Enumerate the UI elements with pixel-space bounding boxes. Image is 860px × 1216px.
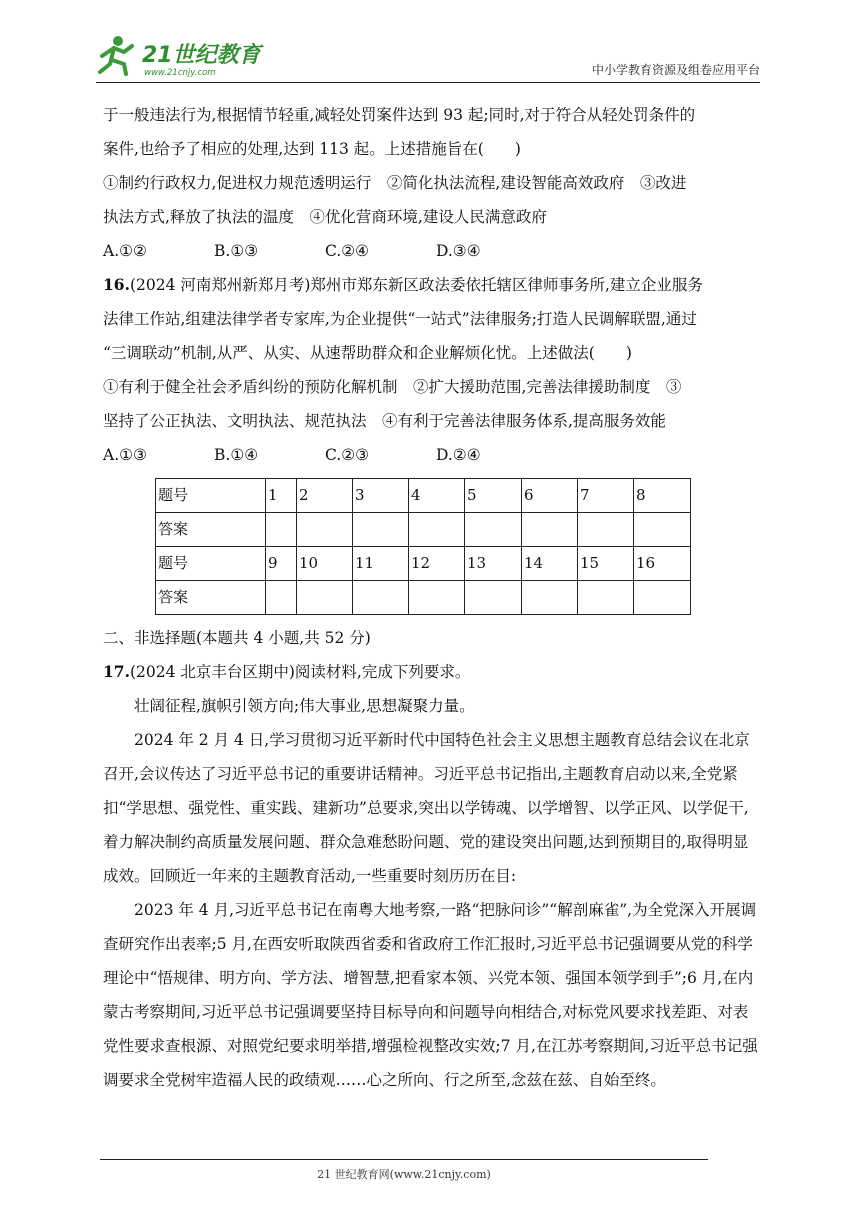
question-number: 16 xyxy=(634,547,691,581)
row-label: 题号 xyxy=(156,479,266,513)
option-b: B.①④ xyxy=(214,446,259,464)
table-row xyxy=(156,513,691,547)
answer-cell[interactable] xyxy=(353,581,409,615)
answer-label: 答案 xyxy=(156,581,266,615)
question-number: 6 xyxy=(522,479,578,513)
answer-cell[interactable] xyxy=(465,581,522,615)
page-header xyxy=(96,30,760,83)
question-number: 1 xyxy=(266,479,297,513)
21cnjy-logo xyxy=(96,34,286,78)
svg-text:21世纪教育: 21世纪教育 xyxy=(142,43,261,68)
q17-number: 17. xyxy=(103,662,130,681)
question-number: 13 xyxy=(465,547,522,581)
option-c: C.②③ xyxy=(325,446,370,464)
table-row xyxy=(156,547,691,581)
answer-cell[interactable] xyxy=(522,581,578,615)
question-number: 14 xyxy=(522,547,578,581)
option-d: D.②④ xyxy=(436,446,481,464)
platform-name: 中小学教育资源及组卷应用平台 xyxy=(591,63,760,77)
q16-options xyxy=(103,438,761,472)
question-number: 12 xyxy=(409,547,465,581)
answer-cell[interactable] xyxy=(297,513,353,547)
q17-paragraph: 2024 年 2 月 4 日,学习贯彻习近平新时代中国特色社会主义思想主题教育总结会议在北京召开,会议传达了习近平总书记的重要讲话精神。习近平总书记指出,主题教育启动以来,全党紧扣“学思想、强党性、重实践、建新功”总要求,突出以学铸魂、以学增智、以学正风、以学促干,着力解决制约高质量发展问题、群众急难愁盼问题、党的建设突出问题,达到预期目的,取得明显成效。回顾近一年来的主题教育活动,一些重要时刻历历在目: xyxy=(103,731,750,885)
question-number: 9 xyxy=(266,547,297,581)
question-number: 10 xyxy=(297,547,353,581)
answer-cell[interactable] xyxy=(634,513,691,547)
q16-line: “三调联动”机制,从严、从实、从速帮助群众和企业解烦化忧。上述做法( ) xyxy=(103,344,632,362)
q16-stem: 16.(2024 河南郑州新郑月考)郑州市郑东新区政法委依托辖区律师事务所,建立企业服务 xyxy=(103,275,703,294)
answer-cell[interactable] xyxy=(297,581,353,615)
answer-cell[interactable] xyxy=(353,513,409,547)
q16-statement: ①有利于健全社会矛盾纠纷的预防化解机制 ②扩大援助范围,完善法律援助制度 ③ xyxy=(103,378,682,396)
q15-options xyxy=(103,234,761,268)
q17-motto: 壮阔征程,旗帜引领方向;伟大事业,思想凝聚力量。 xyxy=(134,697,475,715)
question-number: 3 xyxy=(353,479,409,513)
q16-statement: 坚持了公正执法、文明执法、规范执法 ④有利于完善法律服务体系,提高服务效能 xyxy=(103,412,666,430)
page-content xyxy=(103,98,761,1097)
q15-statement: ①制约行政权力,促进权力规范透明运行 ②简化执法流程,建设智能高效政府 ③改进 xyxy=(103,174,687,192)
option-b: B.①③ xyxy=(214,242,259,260)
question-number: 15 xyxy=(578,547,634,581)
option-a: A.①② xyxy=(103,242,147,260)
question-number: 8 xyxy=(634,479,691,513)
q15-statement: 执法方式,释放了执法的温度 ④优化营商环境,建设人民满意政府 xyxy=(103,208,547,226)
answer-cell[interactable] xyxy=(522,513,578,547)
question-number: 7 xyxy=(578,479,634,513)
answer-cell[interactable] xyxy=(578,581,634,615)
question-number: 4 xyxy=(409,479,465,513)
q16-line: 法律工作站,组建法律学者专家库,为企业提供“一站式”法律服务;打造人民调解联盟,通过 xyxy=(103,310,697,328)
page-footer: 21 世纪教育网(www.21cnjy.com) xyxy=(100,1159,708,1182)
option-d: D.③④ xyxy=(436,242,481,260)
answer-cell[interactable] xyxy=(266,581,297,615)
question-number: 11 xyxy=(353,547,409,581)
answer-cell[interactable] xyxy=(634,581,691,615)
table-row xyxy=(156,581,691,615)
runner-icon xyxy=(100,36,132,74)
answer-cell[interactable] xyxy=(266,513,297,547)
table-row xyxy=(156,479,691,513)
section-heading: 二、非选择题(本题共 4 小题,共 52 分) xyxy=(103,629,371,647)
q16-number: 16. xyxy=(103,275,130,294)
svg-text:www.21cnjy.com: www.21cnjy.com xyxy=(144,68,216,78)
q15-line: 案件,也给予了相应的处理,达到 113 起。上述措施旨在( ) xyxy=(103,140,521,158)
q15-line: 于一般违法行为,根据情节轻重,减轻处罚案件达到 93 起;同时,对于符合从轻处罚条件的 xyxy=(103,106,696,124)
question-number: 5 xyxy=(465,479,522,513)
option-c: C.②④ xyxy=(325,242,370,260)
answer-cell[interactable] xyxy=(409,581,465,615)
option-a: A.①③ xyxy=(103,446,147,464)
q17-paragraph: 2023 年 4 月,习近平总书记在南粤大地考察,一路“把脉问诊”“解剖麻雀”,为全党深入开展调查研究作出表率;5 月,在西安听取陕西省委和省政府工作汇报时,习近平总书记强调要从党的科学理论中“悟规律、明方向、学方法、增智慧,把看家本领、兴党本领、强国本领学到手”;6 月,在内蒙古考察期间,习近平总书记强调要坚持目标导向和问题导向相结合,对标党风要求找差距、对表党性要求查根源、对照党纪要求明举措,增强检视整改实效;7 月,在江苏考察期间,习近平总书记强调要求全党树牢造福人民的政绩观……心之所向、行之所至,念兹在兹、自始至终。 xyxy=(103,901,758,1089)
answer-cell[interactable] xyxy=(409,513,465,547)
answer-table xyxy=(155,478,691,615)
question-number: 2 xyxy=(297,479,353,513)
answer-label: 答案 xyxy=(156,513,266,547)
answer-cell[interactable] xyxy=(578,513,634,547)
q17-stem: 17.(2024 北京丰台区期中)阅读材料,完成下列要求。 xyxy=(103,662,471,681)
row-label: 题号 xyxy=(156,547,266,581)
answer-cell[interactable] xyxy=(465,513,522,547)
